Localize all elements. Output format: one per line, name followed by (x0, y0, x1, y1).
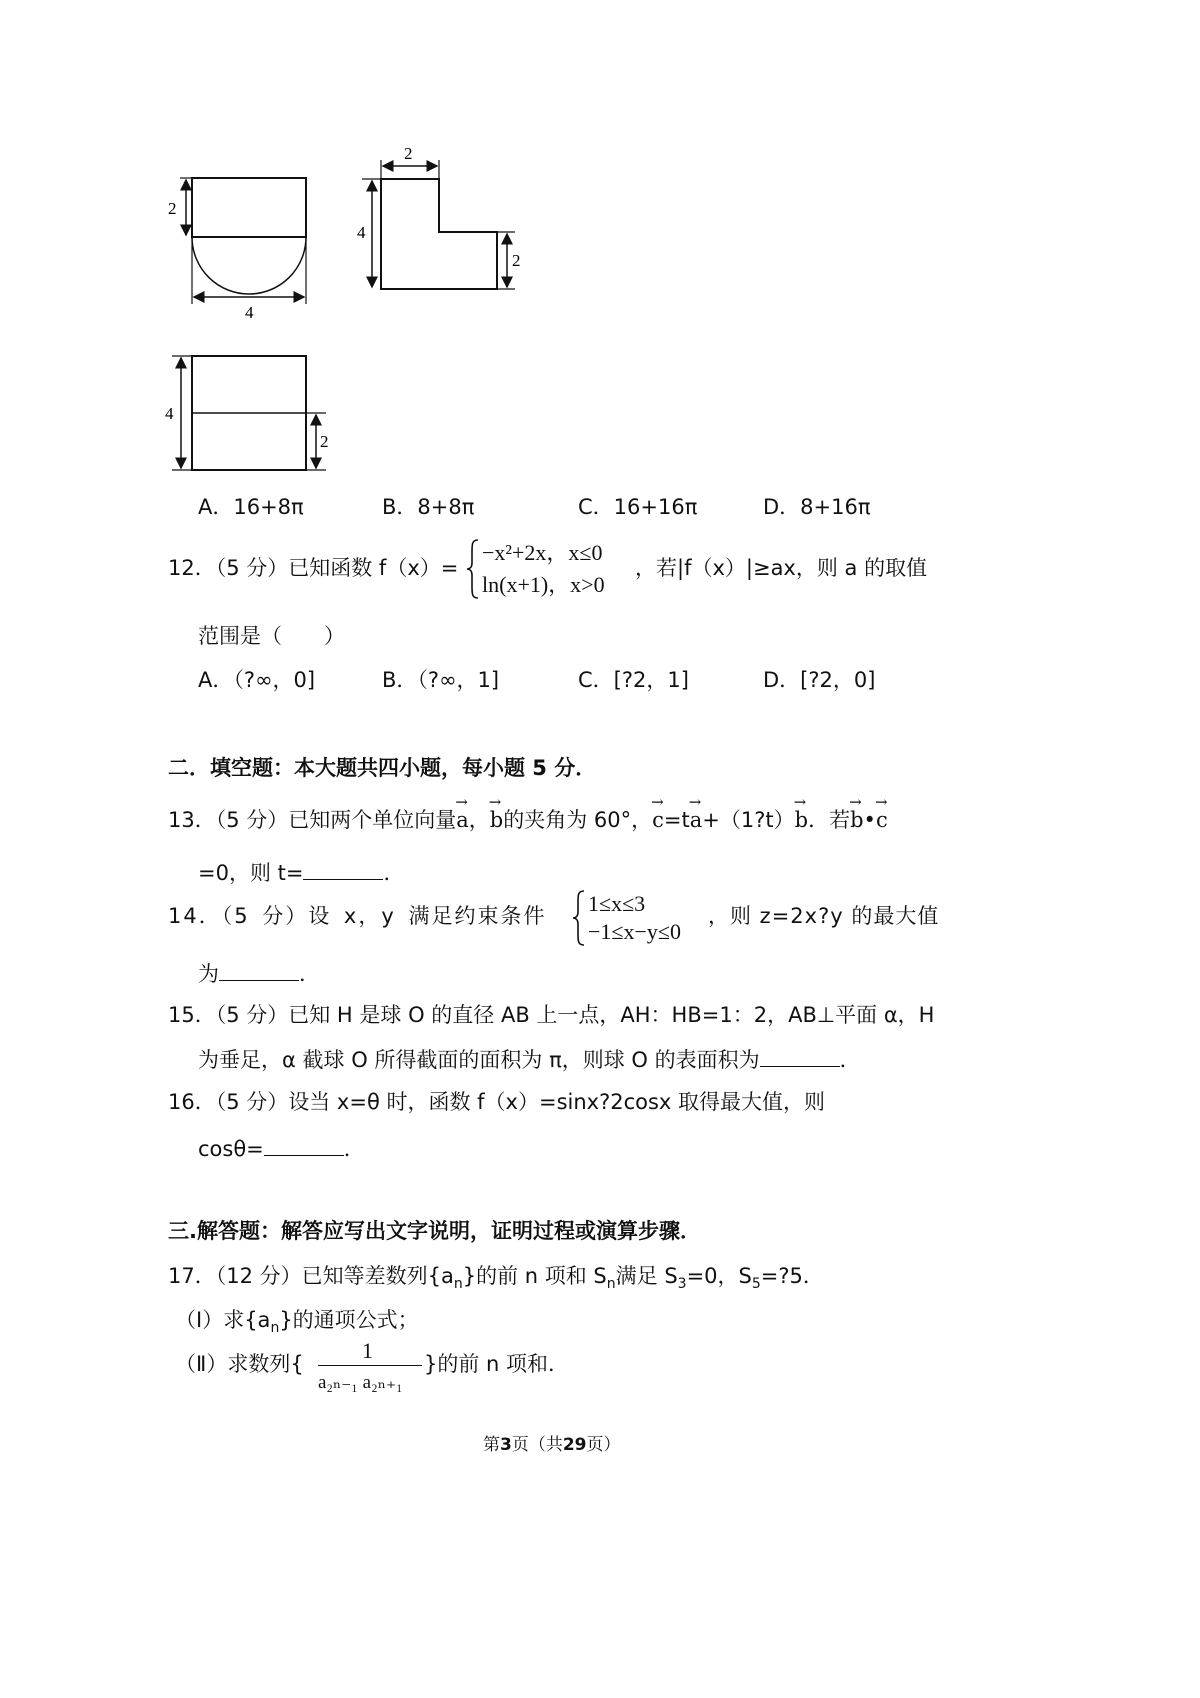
three-view-figures (0, 0, 1200, 520)
q13-vector-b3: → b (850, 810, 863, 831)
side-view-top-label: 2 (404, 144, 413, 163)
q14-case-1: 1≤x≤3 (588, 891, 646, 916)
q16-line2: cosθ= ． (198, 1137, 365, 1161)
q17-fraction-denominator: a₂ₙ₋₁ a₂ₙ₊₁ (318, 1372, 403, 1393)
q13-vector-b2: → b (795, 810, 808, 831)
q12-case-1: −x²+2x，x≤0 (482, 540, 603, 565)
q11-option-b: B．8+8π (382, 495, 475, 519)
q17-fraction-numerator: 1 (362, 1338, 373, 1363)
q12-stem-prefix: 12．（5 分）已知函数 f（x）= (168, 556, 459, 580)
q15-line2: 为垂足，α 截球 O 所得截面的面积为 π，则球 O 的表面积为 ． (198, 1048, 861, 1072)
q17-part2-suffix: }的前 n 项和． (424, 1352, 570, 1376)
front-view-width-label: 4 (245, 303, 254, 322)
q12-option-d: D．[?2，0] (763, 668, 876, 692)
total-page-count: 29 (562, 1435, 587, 1455)
q13-vector-c: → c (652, 810, 664, 831)
q13-vector-a: → a (456, 810, 469, 831)
q12-case-2: ln(x+1)，x>0 (482, 572, 605, 597)
q14-stem: 14．（5 分）设 x，y 满足约束条件 (168, 904, 547, 928)
q17-fraction (316, 1340, 424, 1400)
q16-line1: 16．（5 分）设当 x=θ 时，函数 f（x）=sinx?2cosx 取得最大值，则 (168, 1090, 826, 1114)
side-view (357, 144, 521, 289)
brace-icon (466, 538, 480, 600)
q13-vector-c2: → c (876, 810, 888, 831)
side-view-right-label: 2 (512, 251, 521, 270)
top-view (165, 356, 329, 470)
q13-line2: =0，则 t= ． (198, 861, 405, 885)
brace-icon (572, 889, 586, 947)
current-page-number: 3 (500, 1435, 512, 1455)
q12-option-b: B．（?∞，1] (382, 668, 500, 692)
q17-part2-prefix: （Ⅱ）求数列{ (175, 1352, 304, 1376)
q12-piecewise (466, 538, 646, 600)
q11-option-a: A．16+8π (198, 495, 304, 519)
q16-answer-blank[interactable] (264, 1137, 344, 1156)
q14-line2: 为 ． (198, 962, 320, 986)
q13-answer-blank[interactable] (303, 861, 383, 880)
q15-answer-blank[interactable] (760, 1048, 840, 1067)
q17-part1: （Ⅰ）求$\{a_n\}$的通项公式； (175, 1308, 419, 1337)
q11-option-d: D．8+16π (763, 495, 871, 519)
q12-stem-suffix: ，若|f（x）|≥ax，则 a 的取值 (635, 556, 928, 580)
q13-line1: 13．（5 分）已知两个单位向量→ a，→ b的夹角为 60°，→ c=t→ a+（1?t）→ b．若→ b•→ c (168, 810, 888, 831)
front-view-height-label: 2 (168, 199, 177, 218)
page-footer: 第3页（共29页） (483, 1435, 621, 1455)
q15-line1: 15．（5 分）已知 H 是球 O 的直径 AB 上一点，AH：HB=1：2，AB⊥平面 α，H (168, 1003, 935, 1027)
q11-option-c: C．16+16π (578, 495, 698, 519)
q14-case-2: −1≤x−y≤0 (588, 919, 681, 944)
q13-vector-a2: → a (690, 810, 703, 831)
q17-stem: 17．（12 分）已知等差数列$\{a_n\}$的前 n 项和 $S_n$满足 $S_3=0$，$S_5=?5$． (168, 1264, 824, 1293)
q12-stem-line2: 范围是（ ） (198, 624, 345, 648)
top-view-left-label: 4 (165, 404, 174, 423)
side-view-left-label: 4 (357, 223, 366, 242)
q12-option-a: A．（?∞，0] (198, 668, 316, 692)
fraction-bar (318, 1365, 422, 1366)
section2-heading: 二．填空题：本大题共四小题，每小题 5 分． (168, 756, 597, 780)
q13-vector-b: → b (490, 810, 503, 831)
top-view-right-label: 2 (320, 432, 329, 451)
front-view (168, 178, 306, 322)
q12-option-c: C．[?2，1] (578, 668, 689, 692)
q14-answer-blank[interactable] (219, 962, 299, 981)
q14-tail: ，则 z=2x?y 的最大值 (708, 904, 940, 928)
q13-number: 13．（5 分）已知两个单位向量 (168, 808, 457, 832)
section3-heading: 三.解答题：解答应写出文字说明，证明过程或演算步骤． (168, 1219, 701, 1243)
